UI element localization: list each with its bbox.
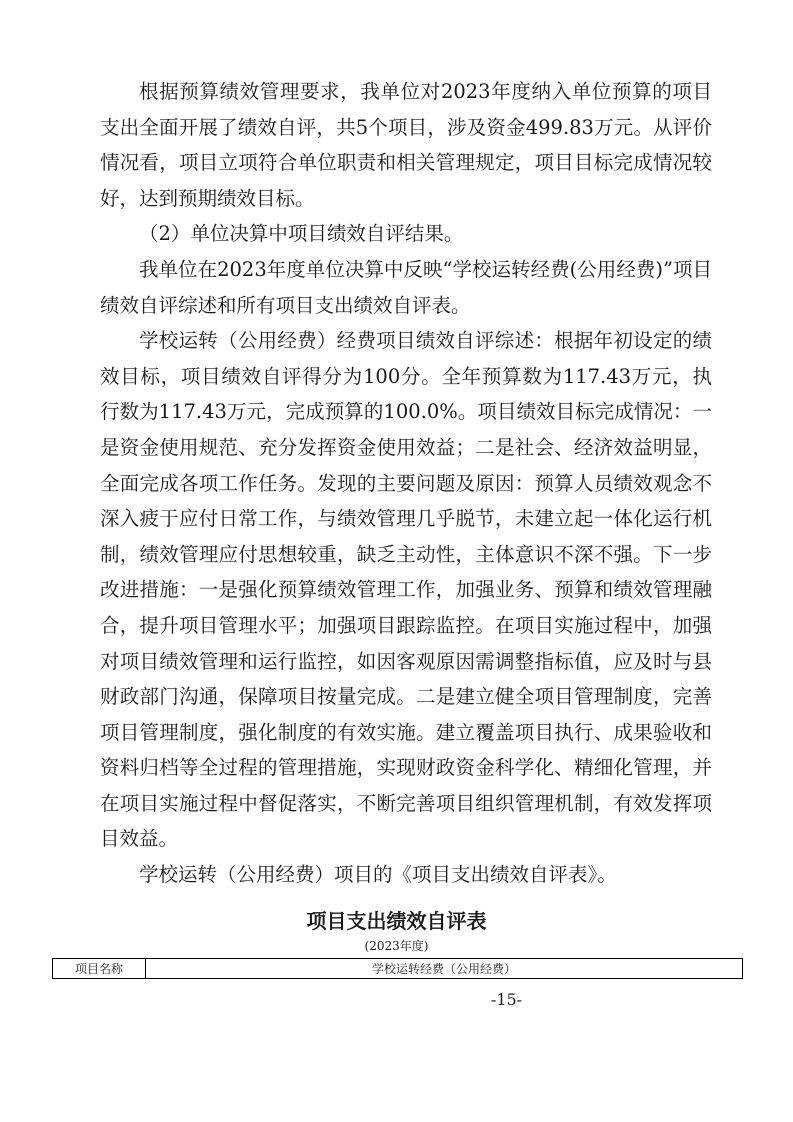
document-body [100,74,712,893]
paragraph-section-heading: （2）单位决算中项目绩效自评结果。 [139,222,464,246]
paragraph-summary: 根据预算绩效管理要求，我单位对2023年度纳入单位预算的项目支出全面开展了绩效自评，共5个项目，涉及资金499.83万元。从评价情况看，项目立项符合单位职责和相关管理规定，项目目标完成情况较好，达到预期绩效目标。 [100,80,712,210]
paragraph-report-intro: 我单位在2023年度单位决算中反映“学校运转经费(公用经费)”项目绩效自评综述和所有项目支出绩效自评表。 [100,257,712,317]
project-name-value: 学校运转经费（公用经费） [146,959,743,979]
table-title: 项目支出绩效自评表 [306,909,487,933]
table-row [53,959,743,979]
table-year: (2023年度) [364,939,429,953]
project-name-label: 项目名称 [53,959,146,979]
paragraph-evaluation-summary: 学校运转（公用经费）经费项目绩效自评综述：根据年初设定的绩效目标，项目绩效自评得分为100分。全年预算数为117.43万元，执行数为117.43万元，完成预算的100.0%。项目绩效目标完成情况：一是资金使用规范、充分发挥资金使用效益；二是社会、经济效益明显，全面完成各项工作任务。发现的主要问题及原因：预算人员绩效观念不深入疲于应付日常工作，与绩效管理几乎脱节，未建立起一体化运行机制，绩效管理应付思想较重，缺乏主动性，主体意识不深不强。下一步改进措施：一是强化预算绩效管理工作，加强业务、预算和绩效管理融合，提升项目管理水平；加强项目跟踪监控。在项目实施过程中，加强对项目绩效管理和运行监控，如因客观原因需调整指标值，应及时与县财政部门沟通，保障项目按量完成。二是建立健全项目管理制度，完善项目管理制度，强化制度的有效实施。建立覆盖项目执行、成果验收和资料归档等全过程的管理措施，实现财政资金科学化、精细化管理，并在项目实施过程中督促落实，不断完善项目组织管理机制，有效发挥项目效益。 [100,329,712,851]
paragraph-table-reference: 学校运转（公用经费）项目的《项目支出绩效自评表》。 [139,863,617,887]
project-info-table [52,958,743,979]
page-number: -15- [490,990,523,1009]
